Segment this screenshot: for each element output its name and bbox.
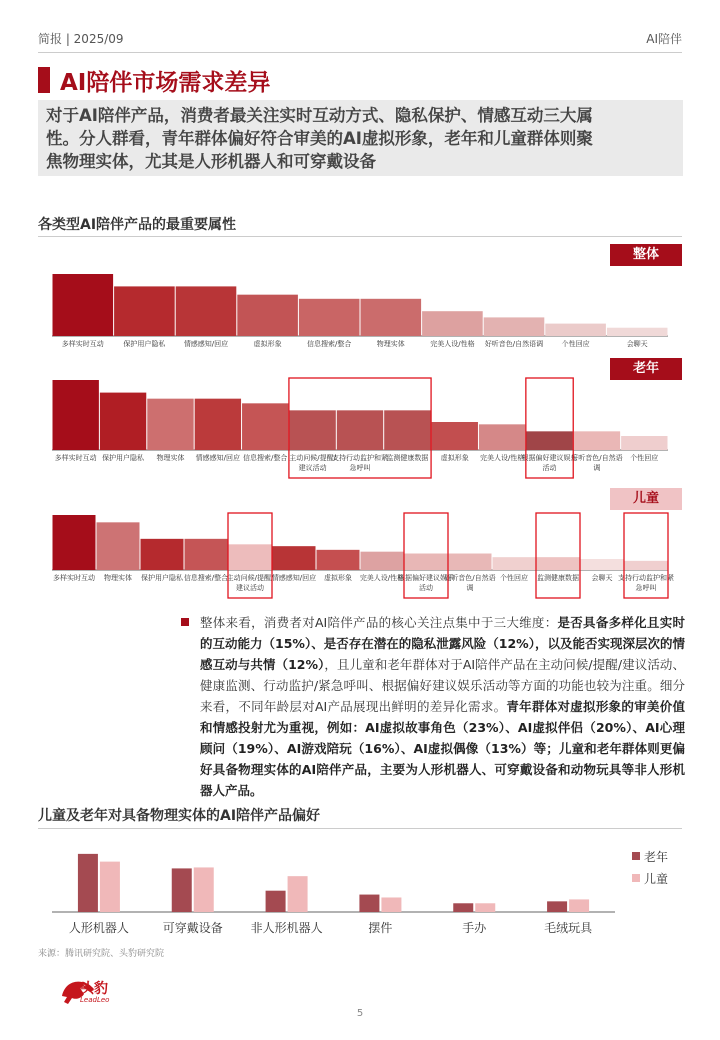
category-label: 信息搜索/整合 [243,454,288,462]
category-label: 可穿戴设备 [162,921,223,935]
legend-label: 老年 [644,850,669,864]
attribute-bar [317,550,360,570]
category-label: 好听音色/自然语 [444,574,496,582]
preference-bar [453,903,473,912]
category-label: 急呼叫 [635,584,657,592]
category-label: 摆件 [368,921,393,935]
category-label: 物理实体 [156,454,185,462]
category-label: 多样实时互动 [53,574,95,582]
category-label: 根据偏好建议娱乐 [521,454,578,462]
category-label: 个性回应 [500,574,528,582]
category-label: 情感感知/回应 [183,340,229,348]
preference-bar [547,901,567,912]
attribute-bar [289,410,335,450]
attribute-bar [574,431,620,450]
attribute-bar [537,557,580,570]
category-label: 活动 [419,584,433,592]
category-label: 信息搜索/整合 [183,574,229,582]
attribute-bar [581,559,624,570]
category-label: 监测健康数据 [537,574,579,582]
page-title: AI陪伴市场需求差异 [60,70,271,96]
category-label: 物理实体 [376,340,405,348]
attribute-bar [273,546,316,570]
legend-swatch [632,852,640,860]
paragraph-segment: 青年群体对虚拟形象的审美价值和情感投射尤为重视，例如：AI虚拟故事角色（23%）、AI虚拟伴侣（20%）、AI心理顾问（19%）、AI游戏陪玩（16%）、AI虚拟偶像（13%）等；儿童和老年群体则更偏好具备物理实体的AI陪伴产品，主要为人形机器人、可穿戴设备和动物玩具等非人形机器人产品。 [200,699,685,798]
source-note: 来源：腾讯研究院、头豹研究院 [38,949,165,959]
category-label: 物理实体 [104,574,132,582]
preference-bar [569,899,589,912]
preference-bar [78,854,98,912]
preference-bar [475,903,495,912]
attribute-bar [242,403,288,450]
preference-bar [194,867,214,912]
category-label: 根据偏好建议娱乐 [398,574,454,582]
attribute-bar [479,424,525,450]
legend-swatch [632,874,640,882]
attribute-bar [526,431,572,450]
summary-line: 焦物理实体，尤其是人形机器人和可穿戴设备 [46,152,376,171]
category-label: 主动问候/提醒/ [226,574,274,582]
attribute-bar [147,399,193,450]
attribute-bar [195,399,241,450]
category-label: 调 [593,464,601,472]
category-label: 完美人设/性格 [359,574,405,582]
attribute-bar [405,554,448,571]
category-label: 完美人设/性格 [430,340,475,348]
preference-bar [381,897,401,912]
attribute-bar [114,286,175,336]
attribute-bar [384,410,430,450]
section1-title: 各类型AI陪伴产品的最重要属性 [38,217,237,233]
attribute-bar [53,380,99,450]
attribute-bar [337,410,383,450]
summary-line: 性。分人群看，青年群体偏好符合审美的AI虚拟形象，老年和儿童群体则聚 [46,129,593,148]
section2-divider [38,828,682,829]
tag-children: 儿童 [610,488,682,510]
header-left: 简报 | 2025/09 [38,32,124,46]
category-label: 虚拟形象 [324,574,352,582]
attribute-bar [97,522,140,570]
attribute-bar [545,324,606,336]
attribute-bar [484,317,545,336]
attribute-bar [299,299,360,336]
highlight-box [526,378,573,478]
attribute-bar [229,544,272,570]
header-right: AI陪伴 [646,32,682,46]
category-label: 支持行动监护和紧 [618,574,674,582]
page-number: 5 [356,1008,364,1019]
category-label: 多样实时互动 [61,340,104,348]
attribute-bar [449,554,492,571]
attribute-bar [607,328,668,336]
category-label: 活动 [542,464,557,472]
attribute-bar [432,422,478,450]
summary-line: 对于AI陪伴产品，消费者最关注实时互动方式、隐私保护、情感互动三大属 [46,106,593,125]
preference-bar [288,876,308,912]
attribute-bar [422,311,483,336]
attribute-bar [53,515,96,570]
attribute-bar [100,393,146,450]
category-label: 会聊天 [591,574,613,582]
tag-elderly: 老年 [610,358,682,380]
attribute-bar [176,286,237,336]
category-label: 手办 [462,921,487,935]
category-label: 虚拟形象 [253,340,282,348]
category-label: 主动问候/提醒/ [289,454,336,462]
paragraph-segment: ，且儿童和老年群体对于AI陪伴产品在主动问候/提醒/建议活动、健康监测、行动监护/紧急呼叫、根据偏好建议娱乐活动等方面的功能也较为注重。细分来看，不同年龄层对AI产品展现出鲜明的差异化需求。 [200,657,685,714]
category-label: 会聊天 [626,340,648,348]
attribute-bar [361,552,404,570]
category-label: 建议活动 [236,584,264,592]
category-label: 个性回应 [630,454,659,462]
legend-label: 儿童 [644,872,669,886]
tag-overall: 整体 [610,244,682,266]
category-label: 情感感知/回应 [271,574,317,582]
category-label: 调 [466,584,474,592]
highlight-box [536,513,580,598]
category-label: 虚拟形象 [440,454,469,462]
category-label: 保护用户隐私 [102,454,145,462]
attribute-bar [53,274,114,336]
category-label: 个性回应 [561,340,590,348]
preference-bar [359,895,379,912]
attribute-bar [625,561,668,570]
attribute-bar [361,299,422,336]
category-label: 人形机器人 [68,921,129,935]
category-label: 完美人设/性格 [479,454,525,462]
attribute-bar [141,539,184,570]
preference-bar [100,862,120,912]
category-label: 好听音色/自然语 [571,454,623,462]
category-label: 多样实时互动 [54,454,97,462]
paragraph-segment: 是否具备多样化且实时的互动能力（15%）、是否存在潜在的隐私泄露风险（12%），以及能否实现深层次的情感互动与共情（12%） [200,615,685,672]
category-label: 支持行动监护和紧 [332,454,388,462]
attribute-bar [237,295,298,336]
category-label: 毛绒玩具 [544,921,593,935]
bullet-marker [181,618,189,626]
attribute-bar [185,539,228,570]
category-label: 急呼叫 [349,464,371,472]
paragraph-segment: 整体来看，消费者对AI陪伴产品的核心关注点集中于三大维度： [200,615,558,630]
category-label: 信息搜索/整合 [307,340,352,348]
category-label: 非人形机器人 [250,921,323,935]
category-label: 情感感知/回应 [195,454,241,462]
preference-bar [266,891,286,912]
category-label: 保护用户隐私 [141,574,183,582]
category-label: 保护用户隐私 [123,340,166,348]
attribute-bar [621,436,667,450]
category-label: 好听音色/自然语调 [484,340,544,348]
category-label: 监测健康数据 [386,454,429,462]
logo-text-en: LeadLeo [80,996,110,1004]
analysis-paragraph [200,612,685,801]
section2-title: 儿童及老年对具备物理实体的AI陪伴产品偏好 [38,808,321,824]
logo-text-cn: 头豹 [80,981,108,997]
attribute-bar [493,557,536,570]
category-label: 建议活动 [298,464,327,472]
preference-bar [172,868,192,912]
